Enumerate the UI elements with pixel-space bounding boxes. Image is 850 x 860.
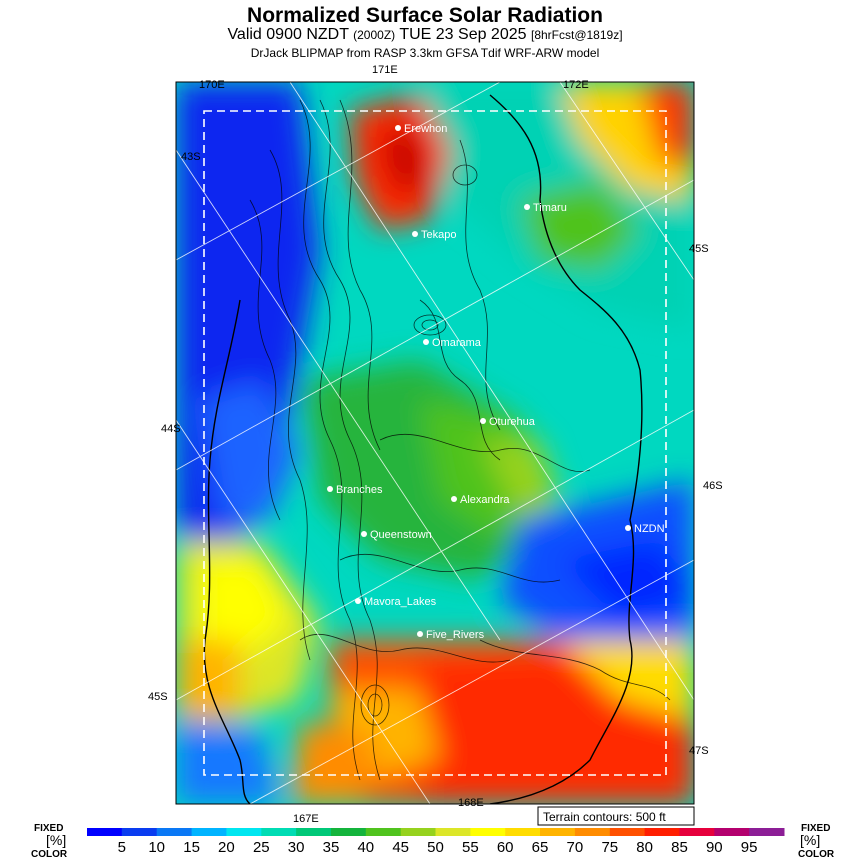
- lon-label-171e: 171E: [372, 64, 398, 76]
- colorbar-tick-label: 40: [357, 839, 375, 856]
- colorbar-tick-label: 15: [183, 839, 200, 856]
- place-five-rivers: [417, 629, 485, 641]
- colorbar-swatch: [226, 828, 261, 836]
- place-omarama: [423, 337, 482, 349]
- svg-text:Queenstown: Queenstown: [370, 529, 432, 541]
- colorbar-swatch: [714, 828, 749, 836]
- place-alexandra: [451, 494, 510, 506]
- chart-title: Normalized Surface Solar Radiation: [247, 4, 603, 27]
- place-queenstown: [361, 529, 432, 541]
- lat-label-43s: 43S: [181, 151, 201, 163]
- forecast-info: [8hrFcst@1819z]: [530, 28, 623, 42]
- colorbar: [87, 828, 785, 836]
- colorbar-swatch: [749, 828, 784, 836]
- colorbar-swatch: [575, 828, 610, 836]
- colorbar-swatch: [157, 828, 192, 836]
- colorbar-tick-label: 85: [671, 839, 688, 856]
- colorbar-tick-label: 70: [566, 839, 584, 856]
- colorbar-swatch: [505, 828, 540, 836]
- colorbar-tick-label: 5: [117, 839, 126, 856]
- colorbar-swatch: [540, 828, 575, 836]
- colorbar-swatch: [680, 828, 715, 836]
- colorbar-tick-label: 45: [392, 839, 410, 856]
- svg-text:Branches: Branches: [336, 484, 383, 496]
- fixed-label-left: FIXED: [34, 823, 64, 834]
- lat-label-44s: 44S: [161, 423, 181, 435]
- lat-label-47s: 47S: [689, 745, 709, 757]
- place-oturehua: [480, 416, 536, 428]
- svg-text:Mavora_Lakes: Mavora_Lakes: [364, 596, 437, 608]
- unit-label-right: [%]: [800, 832, 821, 848]
- colorbar-tick-label: 10: [148, 839, 166, 856]
- colorbar-tick-label: 65: [531, 839, 549, 856]
- colorbar-tick-label: 90: [705, 839, 723, 856]
- svg-text:NZDN: NZDN: [634, 523, 665, 535]
- fixed-label-right: FIXED: [801, 823, 831, 834]
- valid-date: TUE 23 Sep 2025: [399, 26, 527, 43]
- model-description: DrJack BLIPMAP from RASP 3.3km GFSA Tdif WRF-ARW model: [250, 46, 600, 60]
- colorbar-swatch: [192, 828, 227, 836]
- lon-label-168e: 168E: [458, 797, 484, 809]
- lat-label-45s-left: 45S: [148, 691, 168, 703]
- colorbar-swatch: [296, 828, 331, 836]
- colorbar-tick-label: 30: [287, 839, 305, 856]
- colorbar-swatch: [401, 828, 436, 836]
- svg-text:Oturehua: Oturehua: [489, 416, 535, 428]
- lat-label-46s: 46S: [703, 480, 723, 492]
- place-mavora-lakes: [355, 596, 437, 608]
- valid-time: Valid 0900 NZDT: [227, 26, 349, 43]
- svg-text:Erewhon: Erewhon: [404, 123, 448, 135]
- colorbar-tick-label: 60: [496, 839, 514, 856]
- color-label-right: COLOR: [798, 849, 835, 860]
- colorbar-swatch: [366, 828, 401, 836]
- colorbar-tick-label: 55: [462, 839, 479, 856]
- radiation-field: [176, 82, 694, 804]
- colorbar-tick-label: 80: [636, 839, 653, 856]
- place-branches: [327, 484, 383, 496]
- terrain-note: Terrain contours: 500 ft: [543, 810, 666, 824]
- svg-text:Alexandra: Alexandra: [460, 494, 510, 506]
- colorbar-swatch: [261, 828, 296, 836]
- valid-utc: (2000Z): [353, 28, 396, 42]
- svg-text:Omarama: Omarama: [432, 337, 481, 349]
- lon-label-167e: 167E: [293, 813, 319, 825]
- colorbar-swatch: [610, 828, 645, 836]
- colorbar-tick-label: 20: [218, 839, 235, 856]
- colorbar-swatch: [331, 828, 366, 836]
- colorbar-swatch: [470, 828, 505, 836]
- lon-label-172e: 172E: [563, 79, 589, 91]
- svg-text:Tekapo: Tekapo: [421, 229, 457, 241]
- lon-label-170e: 170E: [199, 79, 225, 91]
- svg-text:Timaru: Timaru: [533, 202, 567, 214]
- color-label-left: COLOR: [31, 849, 68, 860]
- colorbar-swatch: [87, 828, 122, 836]
- colorbar-tick-label: 35: [322, 839, 340, 856]
- lat-label-45s-right: 45S: [689, 243, 709, 255]
- unit-label-left: [%]: [46, 832, 67, 848]
- colorbar-swatch: [645, 828, 680, 836]
- colorbar-tick-label: 50: [427, 839, 444, 856]
- svg-text:Five_Rivers: Five_Rivers: [426, 629, 485, 641]
- colorbar-tick-label: 25: [252, 839, 270, 856]
- colorbar-swatch: [122, 828, 157, 836]
- colorbar-ticks: [118, 839, 758, 856]
- colorbar-tick-label: 95: [740, 839, 758, 856]
- colorbar-tick-label: 75: [601, 839, 619, 856]
- colorbar-swatch: [436, 828, 471, 836]
